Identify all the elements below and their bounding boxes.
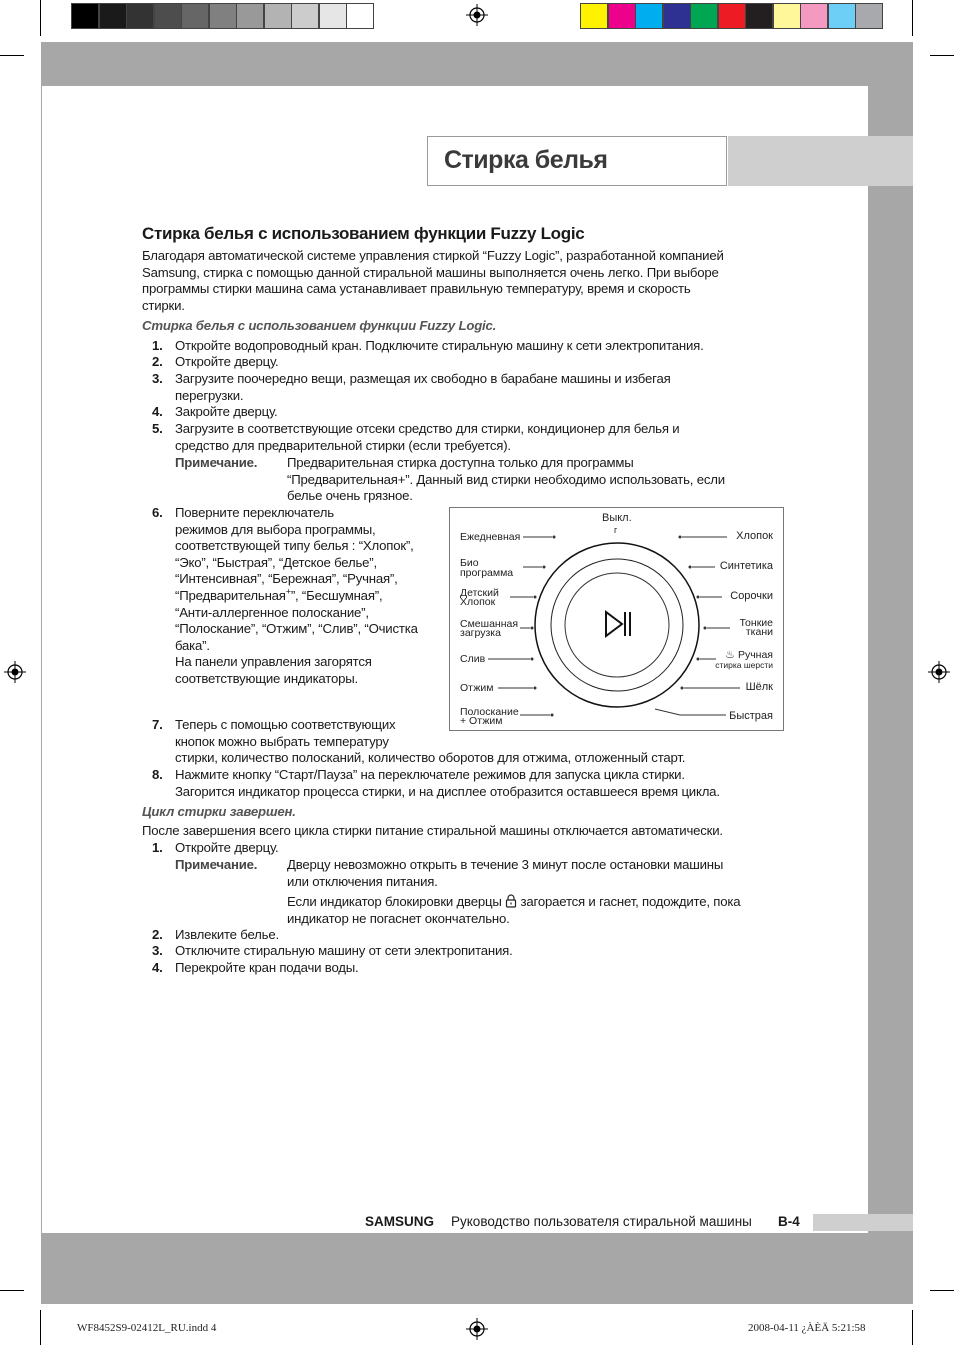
step-number: 4. <box>152 404 163 419</box>
dial-label-baby-2: Хлопок <box>460 596 496 608</box>
crop-mark <box>912 1310 913 1345</box>
step-7-text <box>175 717 775 767</box>
superscript: + <box>285 586 291 597</box>
step-line: соответствующей типу белья : “Хлопок”, <box>175 538 414 554</box>
gray-swatch <box>291 3 319 29</box>
dial-label-cotton: Хлопок <box>736 530 773 542</box>
crop-mark <box>912 0 913 36</box>
dial-label-rinse: Полоскание <box>460 706 519 718</box>
step-line: Нажмите кнопку “Старт/Пауза” на переключателе режимов для запуска цикла стирки. <box>175 767 685 782</box>
crop-mark <box>40 0 41 36</box>
step-8-text <box>175 767 785 800</box>
done-step-2-text: Извлеките белье. <box>175 927 279 942</box>
file-slug: WF8452S9-02412L_RU.indd 4 <box>77 1322 217 1334</box>
done-step-1-text: Откройте дверцу. <box>175 840 279 855</box>
step-2-text: Откройте дверцу. <box>175 354 279 369</box>
step-line: Загрузите в соответствующие отсеки средство для стирки, кондиционер для белья и <box>175 421 680 436</box>
step-3-text <box>175 371 671 404</box>
dial-label-spin: Отжим <box>460 682 494 694</box>
note-line: Предварительная стирка доступна только для программы <box>287 455 634 470</box>
page-frame-left <box>41 42 42 1304</box>
crop-mark <box>930 1290 954 1291</box>
step-number: 1. <box>152 840 163 855</box>
registration-mark-icon <box>466 1318 488 1340</box>
door-lock-icon <box>505 894 517 908</box>
crop-mark <box>0 1290 24 1291</box>
done-step-4-text: Перекройте кран подачи воды. <box>175 960 359 975</box>
dial-label-baby: Детский <box>460 587 499 599</box>
dial-label-bio: Био <box>460 557 479 569</box>
step-line: “Полоскание”, “Отжим”, “Слив”, “Очистка <box>175 621 418 637</box>
footer-brand: SAMSUNG <box>365 1214 435 1229</box>
step-number: 3. <box>152 371 163 386</box>
color-swatch <box>580 3 608 29</box>
step-1-text: Откройте водопроводный кран. Подключите стиральную машину к сети электропитания. <box>175 338 704 353</box>
gray-swatch <box>346 3 374 29</box>
step-4-text: Закройте дверцу. <box>175 404 278 419</box>
note-line: белье очень грязное. <box>287 488 413 504</box>
page-title: Стирка белья <box>444 146 608 174</box>
step-line: “Интенсивная”, “Бережная”, “Ручная”, <box>175 571 398 587</box>
step-line: “Анти-аллергенное полоскание”, <box>175 604 369 620</box>
dial-off-label: Выкл. <box>602 512 632 524</box>
step-number: 2. <box>152 354 163 369</box>
step-line: перегрузки. <box>175 387 244 403</box>
gray-swatch <box>71 3 99 29</box>
intro-line: программы стирки машина сама устанавливает правильную температуру, время и скорость <box>142 281 691 297</box>
step-number: 8. <box>152 767 163 782</box>
page-frame-top <box>41 42 913 86</box>
gray-swatch <box>181 3 209 29</box>
page-number: В-4 <box>778 1214 800 1229</box>
dial-off-mark: г <box>614 525 618 535</box>
page-frame-bottom <box>41 1233 913 1304</box>
gray-swatch <box>154 3 182 29</box>
note-label: Примечание. <box>175 455 258 470</box>
color-swatch <box>608 3 636 29</box>
note-line: Дверцу невозможно открыть в течение 3 минут после остановки машины <box>287 857 724 872</box>
footer-text: Руководство пользователя стиральной машины <box>451 1214 752 1229</box>
step-5-text <box>175 421 679 454</box>
gray-swatch <box>264 3 292 29</box>
step-number: 5. <box>152 421 163 436</box>
page-title-box <box>427 136 727 186</box>
step-line <box>175 588 445 605</box>
registration-mark-icon <box>466 4 488 26</box>
cycle-done-heading: Цикл стирки завершен. <box>142 804 296 819</box>
step-line: кнопок можно выбрать температуру <box>175 733 389 749</box>
step-line: режимов для выбора программы, <box>175 521 376 537</box>
step-number: 1. <box>152 338 163 353</box>
program-dial-diagram <box>449 507 784 731</box>
step-line: средство для предварительной стирки (если требуется). <box>175 437 511 453</box>
color-swatch <box>745 3 773 29</box>
dial-label-rinse-2: + Отжим <box>460 715 503 727</box>
dial-label-delicates: Тонкие <box>739 617 773 629</box>
subheading: Стирка белья с использованием функции Fuzzy Logic. <box>142 318 497 333</box>
date-slug: 2008-04-11 ¿ÀÈÄ 5:21:58 <box>748 1322 866 1334</box>
step-line: Поверните переключатель <box>175 505 334 520</box>
step-fragment: “Предварительная <box>175 587 286 603</box>
step-number: 6. <box>152 505 163 520</box>
note-fragment: Если индикатор блокировки дверцы <box>287 894 502 910</box>
intro-line: Благодаря автоматической системе управления стиркой “Fuzzy Logic”, разработанной компанией <box>142 248 724 263</box>
gray-swatch <box>236 3 264 29</box>
gray-swatch <box>319 3 347 29</box>
section-heading: Стирка белья с использованием функции Fuzzy Logic <box>142 224 585 243</box>
step-number: 4. <box>152 960 163 975</box>
gray-swatch <box>126 3 154 29</box>
step-number: 2. <box>152 927 163 942</box>
dial-label-silk: Шёлк <box>745 681 773 693</box>
color-swatch <box>855 3 883 29</box>
note-text <box>287 455 787 505</box>
note-line: или отключения питания. <box>287 873 438 889</box>
color-swatch <box>635 3 663 29</box>
color-swatch <box>800 3 828 29</box>
title-tab <box>728 136 913 186</box>
dial-label-synthetics: Синтетика <box>719 560 773 572</box>
note-text <box>287 857 787 927</box>
color-swatch <box>718 3 746 29</box>
cycle-done-intro: После завершения всего цикла стирки питание стиральной машины отключается автоматически. <box>142 823 723 838</box>
crop-mark <box>0 55 24 56</box>
dial-label-delicates-2: ткани <box>745 626 773 638</box>
dial-label-daily: Ежедневная <box>460 531 521 543</box>
color-swatch <box>828 3 856 29</box>
intro-line: Samsung, стирка с помощью данной стиральной машины выполняется очень легко. При выборе <box>142 264 719 280</box>
intro-paragraph <box>142 248 782 314</box>
registration-mark-icon <box>4 661 26 683</box>
dial-label-drain: Слив <box>460 653 486 665</box>
color-swatch <box>773 3 801 29</box>
dial-label-mixed-2: загрузка <box>460 627 501 639</box>
step-line: стирки, количество полосканий, количество оборотов для отжима, отложенный старт. <box>175 750 686 766</box>
step-line: Загрузите поочередно вещи, размещая их свободно в барабане машины и избегая <box>175 371 671 386</box>
crop-mark <box>930 55 954 56</box>
page-frame-right <box>868 42 913 1304</box>
dial-label-shirts: Сорочки <box>730 590 773 602</box>
crop-mark <box>40 1310 41 1345</box>
note-label: Примечание. <box>175 857 258 872</box>
gray-swatch <box>209 3 237 29</box>
color-swatch <box>690 3 718 29</box>
dial-label-handwash-2: стирка шерсти <box>715 660 773 670</box>
gray-swatch <box>99 3 127 29</box>
intro-line: стирки. <box>142 297 185 313</box>
step-6-text <box>175 505 445 688</box>
step-line: бака”. <box>175 637 210 653</box>
note-line: “Предварительная+”. Данный вид стирки необходимо использовать, если <box>287 471 725 487</box>
registration-mark-icon <box>928 661 950 683</box>
dial-label-quick: Быстрая <box>729 710 773 722</box>
note-fragment: загорается и гаснет, подождите, пока <box>520 894 741 910</box>
done-step-3-text: Отключите стиральную машину от сети электропитания. <box>175 943 513 958</box>
footer-tab <box>813 1214 913 1231</box>
note-line: индикатор не погаснет окончательно. <box>287 910 510 926</box>
dial-label-mixed: Смешанная <box>460 618 519 630</box>
step-number: 3. <box>152 943 163 958</box>
step-line: Теперь с помощью соответствующих <box>175 717 396 732</box>
step-line: “Эко”, “Быстрая”, “Детское белье”, <box>175 554 377 570</box>
step-line: соответствующие индикаторы. <box>175 670 358 686</box>
color-swatch <box>663 3 691 29</box>
note-line <box>287 894 787 911</box>
hand-wash-icon: ♨ <box>725 649 736 661</box>
step-line: Загорится индикатор процесса стирки, и на дисплее отобразится оставшееся время цикла. <box>175 783 720 799</box>
handwash-text: Ручная <box>737 649 773 661</box>
dial-label-bio-2: программа <box>460 567 514 579</box>
step-line: На панели управления загорятся <box>175 654 372 670</box>
step-number: 7. <box>152 717 163 732</box>
step-fragment: ”, “Бесшумная”, <box>290 587 383 603</box>
